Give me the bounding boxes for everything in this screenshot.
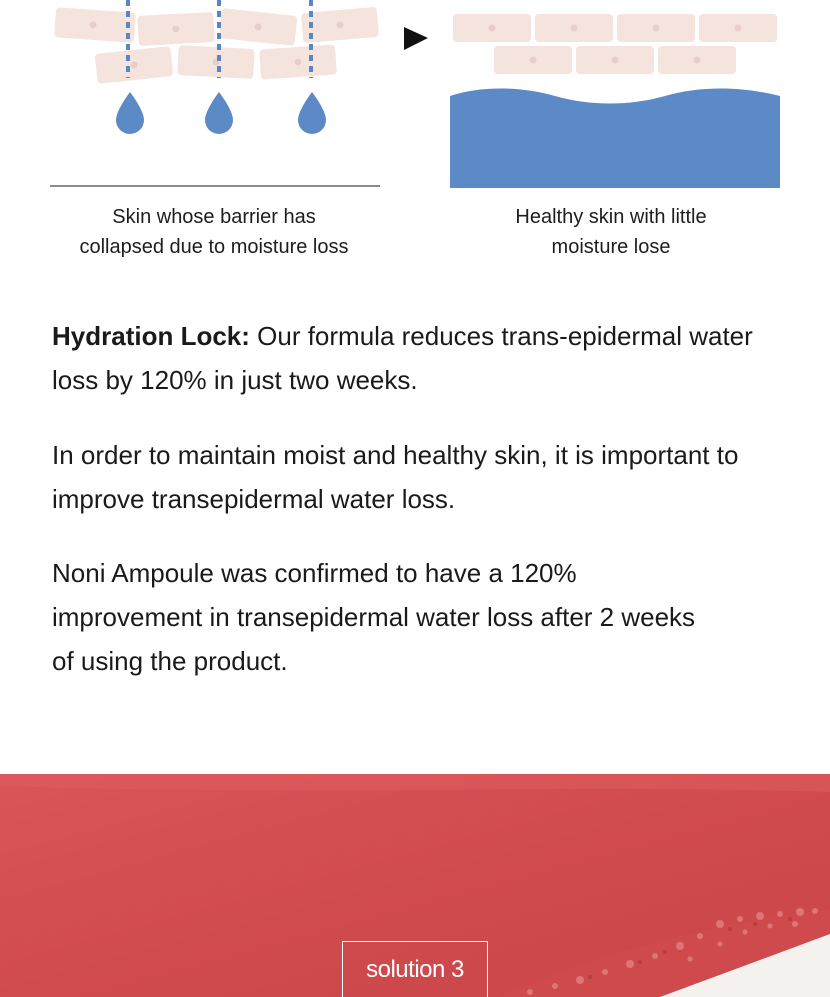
water-drop-icon [116,92,326,134]
hydration-lock-heading: Hydration Lock: [52,321,250,351]
skin-barrier-illustration [0,0,830,195]
healthy-cells [453,14,777,74]
caption-line: collapsed due to moisture loss [79,236,349,258]
collapsed-cells [54,7,379,84]
caption-collapsed-barrier [44,202,384,262]
play-arrow-icon [404,27,428,50]
caption-healthy-skin [441,202,781,262]
moisture-importance-paragraph: In order to maintain moist and healthy skin, it is important to improve transepidermal water loss. [52,440,739,514]
caption-line: Healthy skin with little [515,206,707,228]
result-paragraph: Noni Ampoule was confirmed to have a 120% improvement in transepidermal water loss after 2 weeks of using the product. [52,558,696,676]
hydration-lock-text: Our formula reduces trans-epidermal water loss by 120% in just two weeks. [52,321,753,395]
solution-label-button[interactable]: solution 3 [342,941,488,997]
caption-line: Skin whose barrier has [112,206,316,228]
caption-line: moisture lose [551,236,671,258]
water-layer [450,89,780,189]
hydration-lock-paragraph [52,314,792,402]
